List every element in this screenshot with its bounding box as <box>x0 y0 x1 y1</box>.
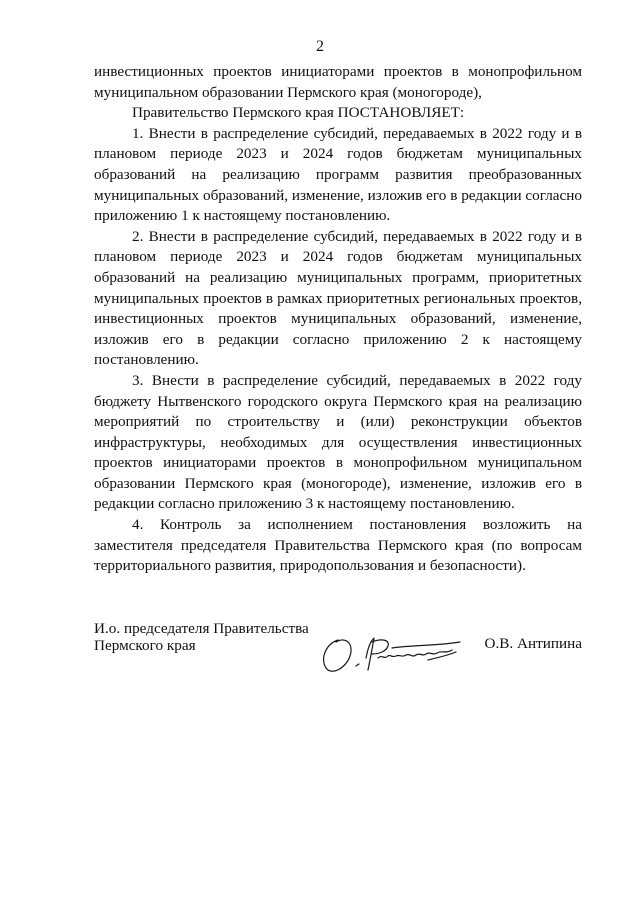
paragraph-resolution-intro: Правительство Пермского края ПОСТАНОВЛЯЕТ: <box>132 104 465 122</box>
paragraph-item-4: 4. Контроль за исполнением постановления возложить на заместителя председателя Правительства Пермского края (по вопросам территориального развития, природопользования и безопасности). <box>94 516 582 575</box>
page-number: 2 <box>316 38 324 55</box>
signer-title <box>94 620 309 654</box>
signer-title-line-1: И.о. председателя Правительства <box>94 620 309 637</box>
paragraph-item-3: 3. Внести в распределение субсидий, передаваемых в 2022 году бюджету Нытвенского городского округа Пермского края на реализацию мероприятий по строительству и (или) реконструкции объектов инфраструктуры, необходимых для осуществления инвестиционных проектов инициаторами проектов в монопрофильном муниципальном образовании Пермского края (моногороде), изменение, изложив его в редакции согласно приложению 3 к настоящему постановлению. <box>94 371 582 513</box>
handwritten-signature <box>316 628 486 678</box>
paragraph-item-2: 2. Внести в распределение субсидий, передаваемых в 2022 году и в плановом периоде 2023 и 2024 годов бюджетам муниципальных образований на реализацию муниципальных программ, приоритетных муниципальных проектов в рамках приоритетных региональных проектов, инвестиционных проектов муниципальных образований, изменение, изложив его в редакции согласно приложению 2 к настоящему постановлению. <box>94 227 582 369</box>
paragraph-item-1: 1. Внести в распределение субсидий, передаваемых в 2022 году и в плановом периоде 2023 и 2024 годов бюджетам муниципальных образований на реализацию программ развития преобразованных муниципальных образований, изменение, изложив его в редакции согласно приложению 1 к настоящему постановлению. <box>94 124 582 225</box>
paragraph-continuation: инвестиционных проектов инициаторами проектов в монопрофильном муниципальном образовании Пермского края (моногороде), <box>94 63 582 101</box>
signature-block <box>94 620 586 680</box>
document-body <box>94 62 582 577</box>
signer-name: О.В. Антипина <box>484 635 582 652</box>
signer-title-line-2: Пермского края <box>94 637 196 654</box>
